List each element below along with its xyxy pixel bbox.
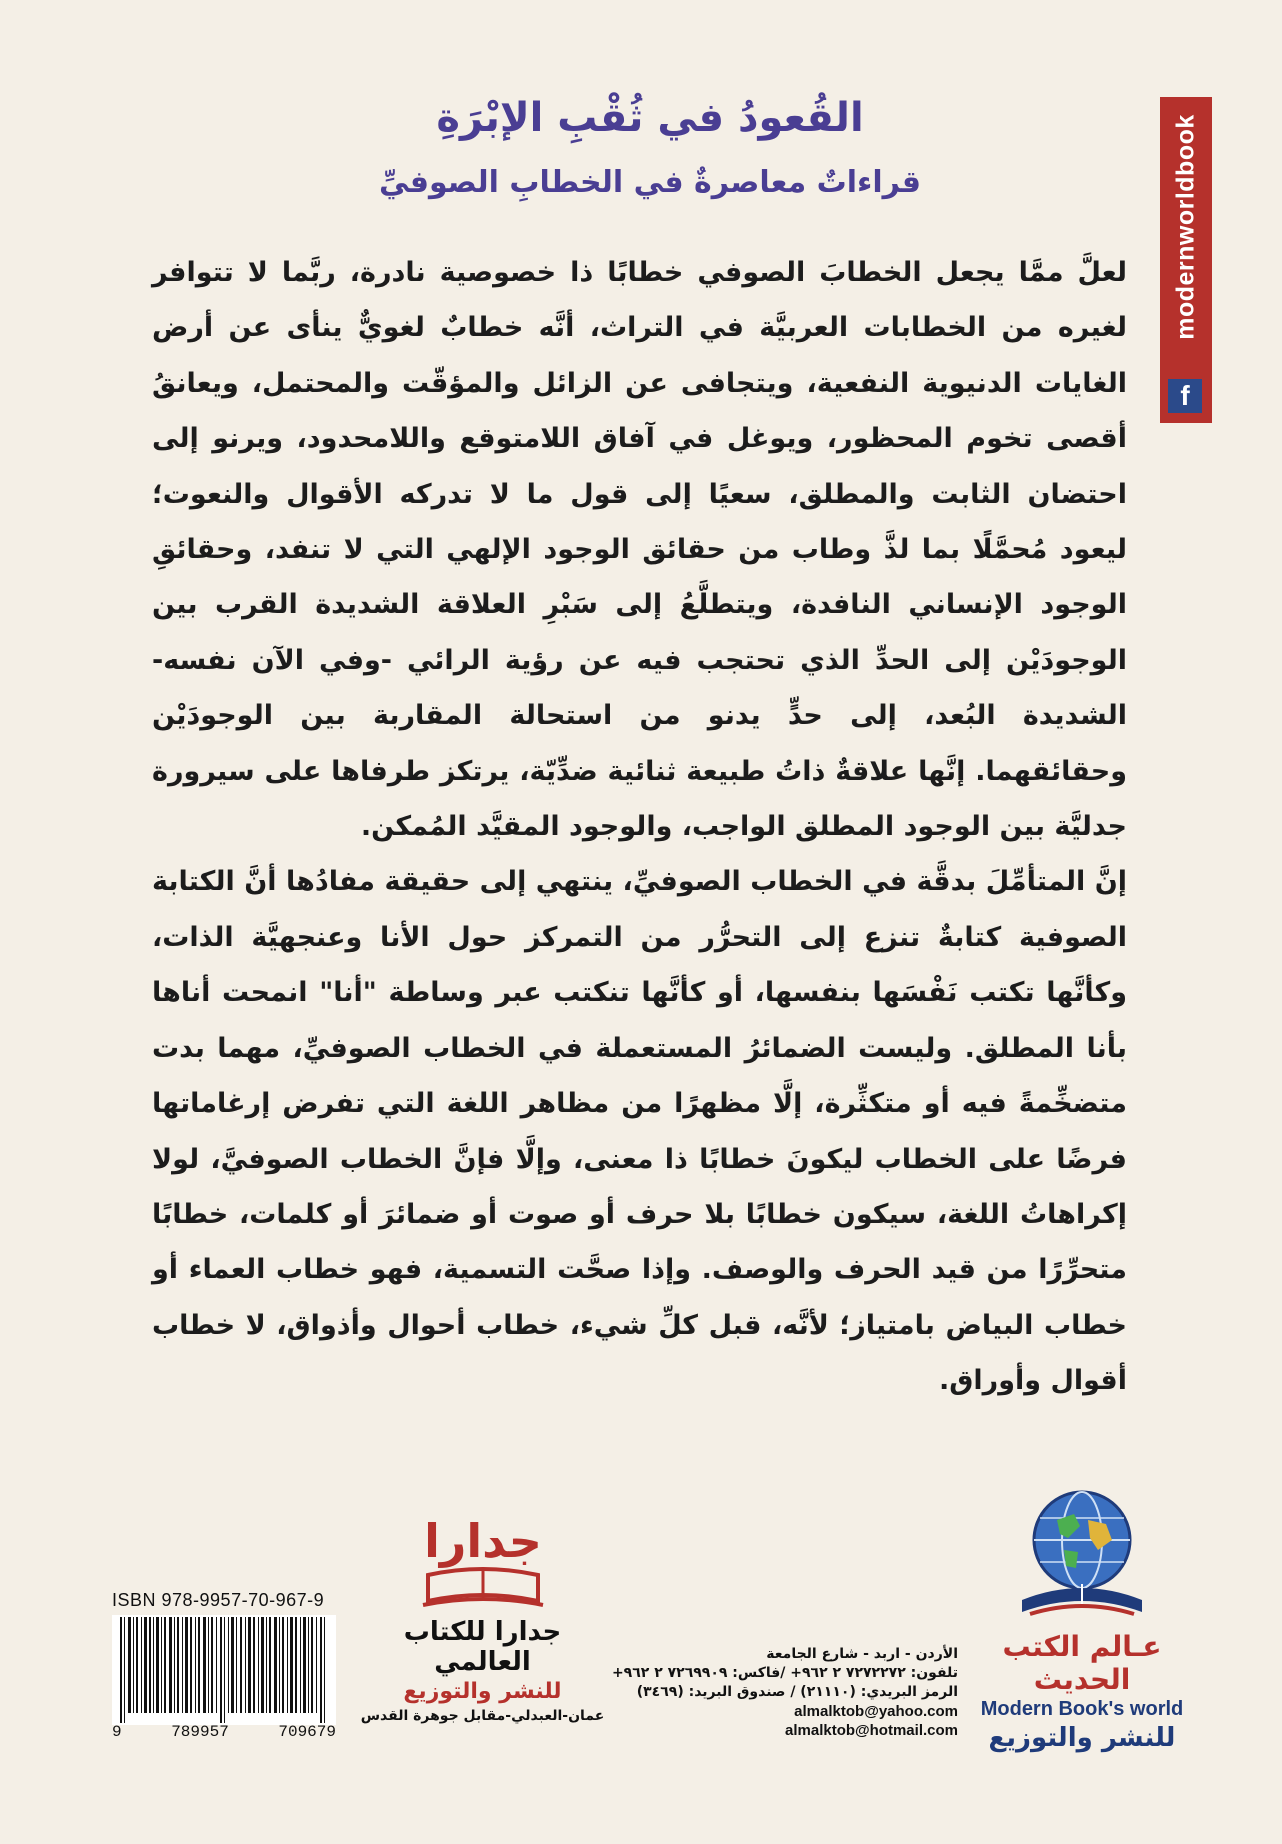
contact-address: الأردن - اربد - شارع الجامعة: [766, 1646, 958, 1662]
jadara-book-logo: [408, 1505, 558, 1615]
blurb-paragraph: إنَّ المتأمِّلَ بدقَّة في الخطاب الصوفيِّ، ينتهي إلى حقيقة مفادُها أنَّ الكتابة الصوفية كتابةٌ تنزع إلى التحرُّر من التمركز حول الأنا وعنجهيَّة الذات، وكأنَّها تكتب نَفْسَها بنفسها، أو كأنَّها تنكتب عبر وساطة "أنا" انمحت أناها بأنا المطلق. وليست الضمائرُ المستعملة في الخطاب الصوفيِّ، مهما بدت متضخِّمةً فيه أو متكثِّرة، إلَّا مظهرًا من مظاهر اللغة التي تفرض إرغاماتها فرضًا على الخطاب ليكونَ خطابًا ذا معنى، وإلَّا فإنَّ الخطاب الصوفيَّ، لولا إكراهاتُ اللغة، سيكون خطابًا بلا حرف أو صوت أو ضمائرَ أو كلمات، خطابًا متحرِّرًا من قيد الحرف والوصف. وإذا صحَّت التسمية، فهو خطاب العماء أو خطاب البياض بامتياز؛ لأنَّه، قبل كلِّ شيء، خطاب أحوال وأذواق، لا خطاب أقوال وأوراق.: [152, 866, 1127, 1397]
facebook-icon: f: [1168, 379, 1202, 413]
jadara-subtitle: للنشر والتوزيع: [403, 1679, 562, 1704]
isbn-digits: [112, 1723, 336, 1741]
contact-email: almalktob@hotmail.com: [785, 1722, 958, 1739]
jadara-address: عمان-العبدلي-مقابل جوهرة القدس: [360, 1708, 605, 1724]
blurb-paragraph: لعلَّ ممَّا يجعل الخطابَ الصوفي خطابًا ذا خصوصية نادرة، ربَّما لا تتوافر لغيره من الخطابات العربيَّة في التراث، أنَّه خطابٌ لغويٌّ ينأى عن أرض الغايات الدنيوية النفعية، ويتجافى عن الزائل والمؤقّت والمحتمل، ويعانقُ أقصى تخوم المحظور، ويوغل في آفاق اللامتوقع واللامحدود، ويرنو إلى احتضان الثابت والمطلق، سعيًا إلى قول ما لا تدركه الأقوال والنعوت؛ ليعود مُحمَّلًا بما لذَّ وطاب من حقائق الوجود الإلهي التي لا تنفد، وحقائقِ الوجود الإنساني النافدة، ويتطلَّعُ إلى سَبْرِ العلاقة الشديدة القرب بين الوجودَيْن إلى الحدِّ الذي تحتجب فيه عن رؤية الرائي -وفي الآن نفسه- الشديدة البُعد، إلى حدٍّ يدنو من استحالة المقاربة بين الوجودَيْن وحقائقهما. إنَّها علاقةٌ ذاتُ طبيعة ثنائية ضدِّيّة، يرتكز طرفاها على سيرورة جدليَّة بين الوجود المطلق الواجب، والوجود المقيَّد المُمكن.: [152, 257, 1127, 843]
jadara-logo-text: جدارا: [423, 1514, 542, 1568]
publisher-arabic-name: عـالم الكتب الحديث: [1002, 1630, 1162, 1696]
social-banner: [1160, 97, 1212, 423]
isbn-block: [112, 1590, 336, 1741]
contact-email: almalktob@yahoo.com: [794, 1703, 958, 1720]
contact-phone: تلفون: ٧٢٧٢٢٧٢ ٢ ٩٦٢+ /فاكس: ٧٢٦٩٩٠٩ ٢ ٩٦٢+: [611, 1665, 958, 1681]
jadara-name: جدارا للكتاب العالمي: [403, 1617, 562, 1677]
isbn-digit-group: 709679: [278, 1723, 336, 1741]
social-handle: modernworldbook: [1171, 114, 1200, 340]
isbn-label: ISBN 978-9957-70-967-9: [112, 1590, 325, 1610]
modern-books-world: [962, 1480, 1202, 1753]
blurb: [152, 245, 1127, 1409]
jadara-publisher: [360, 1505, 605, 1724]
isbn-digit-group: 789957: [171, 1723, 229, 1741]
barcode: [112, 1615, 336, 1725]
book-subtitle: قراءاتٌ معاصرةٌ في الخطابِ الصوفيِّ: [379, 165, 921, 200]
contact-postal: الرمز البريدي: (٢١١١٠) / صندوق البريد: (٣٤٦٩): [636, 1684, 958, 1700]
isbn-digit-first: 9: [112, 1723, 122, 1741]
publisher-english-name: Modern Book's world: [980, 1698, 1184, 1720]
publisher-contact: [598, 1645, 958, 1740]
publisher-distribution: للنشر والتوزيع: [988, 1723, 1176, 1753]
globe-book-logo: [1002, 1480, 1162, 1630]
book-title: القُعودُ في ثُقْبِ الإبْرَةِ: [436, 95, 864, 141]
